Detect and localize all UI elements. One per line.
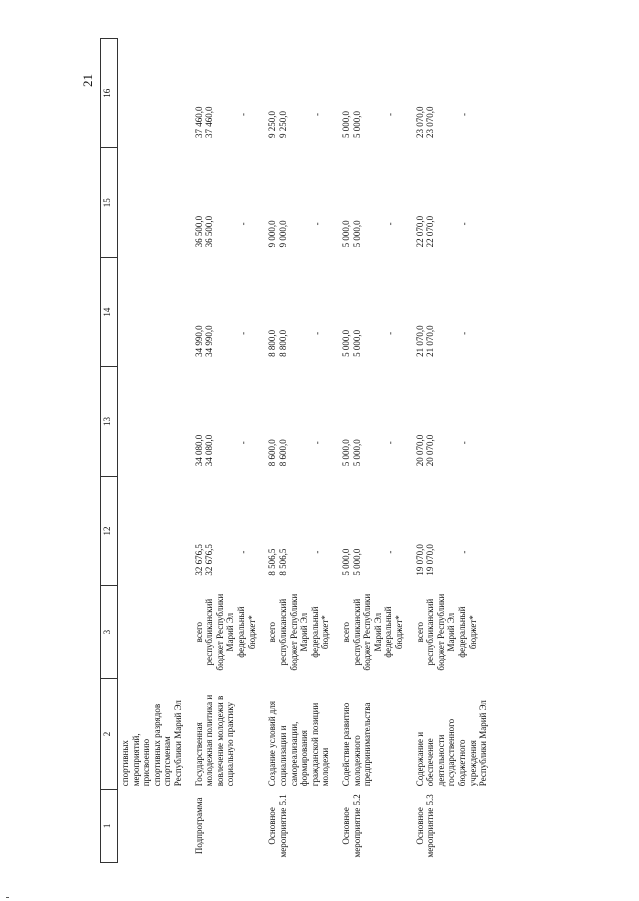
value-line: 34 990,0 (193, 325, 204, 357)
value-cell (192, 257, 260, 366)
row-description-cell (413, 679, 491, 790)
value-cell (118, 148, 186, 257)
value-cell (413, 476, 491, 585)
value-cell (265, 476, 333, 585)
value-cell (118, 39, 186, 148)
column-header: 14 (101, 257, 118, 366)
value-line: 5 000,0 (340, 110, 351, 138)
value-line: - (237, 222, 248, 226)
value-line: - (311, 331, 322, 335)
table-row (118, 39, 186, 863)
description-line: вовлечение молодежи в (214, 695, 225, 787)
value-line: 9 000,0 (267, 220, 278, 248)
value-line: 9 000,0 (277, 220, 288, 248)
column-header: 16 (101, 39, 118, 148)
description-line: учреждения (467, 740, 478, 787)
funding-source-line: республиканский (277, 598, 288, 666)
funding-source-line: федеральный (236, 606, 247, 658)
value-cell (118, 257, 186, 366)
scan-mark (6, 897, 9, 898)
value-line: 5 000,0 (351, 548, 362, 576)
funding-source-line: Марий Эл (299, 612, 310, 652)
value-line: 8 506,5 (267, 548, 278, 576)
funding-source-cell (118, 586, 186, 679)
value-line: - (237, 331, 248, 335)
value-line: - (385, 331, 396, 335)
value-line: - (458, 441, 469, 445)
value-line: - (458, 222, 469, 226)
table-body (118, 39, 497, 863)
description-line: Содержание и (414, 731, 425, 787)
value-line: 8 506,5 (277, 548, 288, 576)
value-line: 37 460,0 (193, 106, 204, 138)
funding-source-line: республиканский (204, 598, 215, 666)
value-line: - (311, 222, 322, 226)
value-line: - (385, 112, 396, 116)
value-line: 23 070,0 (425, 106, 436, 138)
value-line: - (237, 112, 248, 116)
value-line: 5 000,0 (351, 329, 362, 357)
value-line: 9 250,0 (277, 110, 288, 138)
funding-source-line: федеральный (309, 606, 320, 658)
value-cell (339, 148, 407, 257)
table-row (265, 39, 333, 863)
description-line: Государственная (193, 722, 204, 787)
value-line: - (237, 441, 248, 445)
value-line: 21 070,0 (425, 325, 436, 357)
value-line: 5 000,0 (351, 439, 362, 467)
column-header: 3 (101, 586, 118, 679)
description-line: спортивных (120, 740, 130, 787)
funding-source-line: Марий Эл (446, 612, 457, 652)
description-line: спортсменам (162, 736, 173, 787)
value-cell (265, 39, 333, 148)
funding-source-line: республиканский (351, 598, 362, 666)
funding-source-line: бюджет* (320, 615, 331, 650)
row-type-cell: Основное мероприятие 5.3 (414, 794, 436, 858)
funding-source-line: Марий Эл (372, 612, 383, 652)
row-description-cell (192, 679, 260, 790)
value-line: 5 000,0 (340, 220, 351, 248)
value-line: 8 800,0 (277, 329, 288, 357)
value-cell (265, 257, 333, 366)
value-line: 5 000,0 (340, 548, 351, 576)
row-description-cell (339, 679, 407, 790)
value-cell (118, 367, 186, 476)
funding-source-line: федеральный (457, 606, 468, 658)
value-cell (192, 39, 260, 148)
description-line: молодежного (351, 735, 362, 787)
value-line: 5 000,0 (340, 439, 351, 467)
funding-source-line: всего (414, 622, 425, 643)
value-line: 32 676,5 (193, 544, 204, 576)
value-line: 36 500,0 (204, 215, 215, 248)
funding-source-cell (265, 586, 333, 679)
row-description-cell (118, 679, 186, 790)
description-line: гражданской позиции (309, 702, 320, 787)
value-line: - (385, 441, 396, 445)
value-line: 19 070,0 (425, 544, 436, 576)
funding-source-line: бюджет* (394, 615, 405, 650)
row-spacer-cell (491, 39, 497, 863)
funding-source-line: всего (193, 622, 204, 643)
funding-source-cell (413, 586, 491, 679)
value-line: - (385, 550, 396, 554)
value-line: 9 250,0 (267, 110, 278, 138)
funding-source-line: всего (267, 622, 278, 643)
value-cell (413, 257, 491, 366)
funding-source-line: республиканский (425, 598, 436, 666)
value-cell (339, 476, 407, 585)
value-line: 34 990,0 (204, 325, 215, 357)
value-line: - (311, 112, 322, 116)
description-line: Республики Марий Эл (478, 700, 489, 787)
row-type-cell: Подпрограмма (193, 797, 204, 855)
header-row (101, 39, 118, 863)
budget-table (100, 38, 497, 863)
funding-source-line: бюджет* (467, 615, 478, 650)
funding-source-cell (192, 586, 260, 679)
funding-source-line: федеральный (383, 606, 394, 658)
value-line: 8 800,0 (267, 329, 278, 357)
description-line: молодежи (320, 747, 331, 787)
funding-source-line: бюджет Республики (362, 593, 373, 671)
funding-source-line: бюджет Республики (288, 593, 299, 671)
table-row (339, 39, 407, 863)
value-line: 8 600,0 (267, 439, 278, 467)
column-header: 1 (101, 789, 118, 862)
value-line: 37 460,0 (204, 106, 215, 138)
description-line: самореализации, (288, 721, 299, 787)
value-line: 8 600,0 (277, 439, 288, 467)
value-cell (265, 148, 333, 257)
row-description-cell (265, 679, 333, 790)
value-cell (192, 367, 260, 476)
column-header: 12 (101, 476, 118, 585)
page-number: 21 (80, 74, 95, 87)
value-line: 5 000,0 (340, 329, 351, 357)
value-line: - (237, 550, 248, 554)
value-line: - (385, 222, 396, 226)
description-line: Республики Марий Эл (173, 700, 184, 787)
value-line: 19 070,0 (414, 544, 425, 576)
value-line: 22 070,0 (425, 215, 436, 248)
description-line: спортивных разрядов (151, 703, 162, 787)
description-line: предпринимательства (362, 702, 373, 787)
value-line: 5 000,0 (351, 110, 362, 138)
value-line: 5 000,0 (351, 220, 362, 248)
description-line: формирования (299, 730, 310, 787)
description-line: социализации и (277, 725, 288, 787)
funding-source-cell (339, 586, 407, 679)
value-line: - (311, 550, 322, 554)
value-line: 22 070,0 (414, 215, 425, 248)
funding-source-line: бюджет Республики (214, 593, 225, 671)
column-header: 15 (101, 148, 118, 257)
value-line: - (458, 112, 469, 116)
funding-source-line: бюджет* (246, 615, 257, 650)
value-line: 21 070,0 (414, 325, 425, 357)
column-header: 2 (101, 679, 118, 790)
description-line: бюджетного (457, 739, 468, 787)
value-line: - (311, 441, 322, 445)
table-row (192, 39, 260, 863)
value-cell (192, 148, 260, 257)
value-line: 32 676,5 (204, 544, 215, 576)
row-type-cell: Основное мероприятие 5.2 (340, 794, 362, 858)
value-cell (339, 257, 407, 366)
description-line: молодежная политика и (204, 694, 215, 787)
value-cell (413, 39, 491, 148)
description-line: Создание условий для (267, 701, 278, 787)
value-line: 20 070,0 (414, 434, 425, 467)
value-line: 23 070,0 (414, 106, 425, 138)
row-type-cell: Основное мероприятие 5.1 (267, 794, 288, 858)
funding-source-line: Марий Эл (225, 612, 236, 652)
description-line: присвоению (141, 738, 152, 787)
value-cell (413, 148, 491, 257)
description-line: государственного (446, 718, 457, 787)
funding-source-line: бюджет Республики (435, 593, 446, 671)
value-cell (265, 367, 333, 476)
value-cell (339, 39, 407, 148)
value-line: - (458, 331, 469, 335)
description-line: социальную практику (225, 702, 236, 787)
description-line: обеспечение (425, 738, 436, 787)
value-line: 36 500,0 (193, 215, 204, 248)
table-row (413, 39, 491, 863)
value-cell (192, 476, 260, 585)
column-header: 13 (101, 367, 118, 476)
value-cell (413, 367, 491, 476)
description-line: Содействие развитию (340, 702, 351, 787)
description-line: мероприятий, (130, 733, 141, 787)
value-line: 34 080,0 (193, 434, 204, 467)
value-cell (339, 367, 407, 476)
description-line: деятельности (435, 734, 446, 787)
value-line: 34 080,0 (204, 434, 215, 467)
value-cell (118, 476, 186, 585)
row-spacer (491, 39, 497, 863)
funding-source-line: всего (340, 622, 351, 643)
row-type-cell (118, 789, 186, 862)
value-line: 20 070,0 (425, 434, 436, 467)
value-line: - (458, 550, 469, 554)
